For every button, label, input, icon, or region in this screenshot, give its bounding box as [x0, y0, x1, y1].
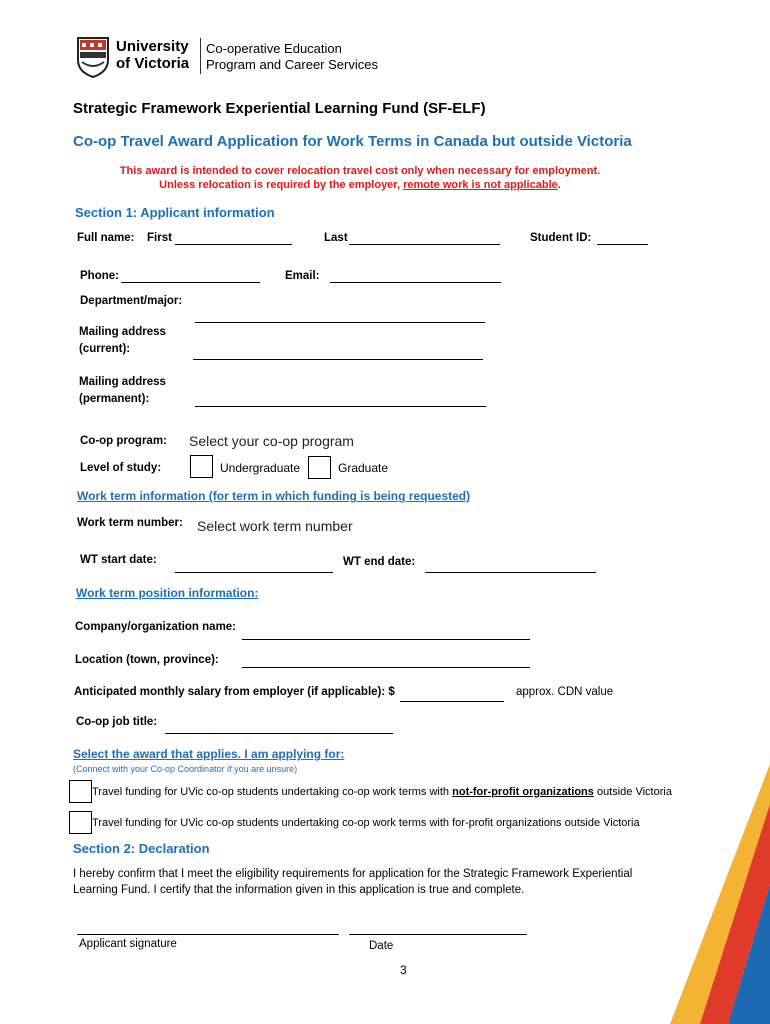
last-name-label: Last [324, 232, 348, 244]
undergraduate-label: Undergraduate [220, 461, 301, 475]
award-heading: Select the award that applies. I am applying for: [73, 747, 345, 761]
uni-name-line2: of Victoria [116, 55, 190, 72]
nonprofit-award-label: Travel funding for UVic co-op students undertaking co-op work terms with not-for-profit organizations outside Victoria [92, 786, 672, 798]
logo-divider [200, 38, 201, 74]
mail-current-field[interactable] [193, 359, 483, 360]
nonprofit-award-checkbox[interactable] [69, 780, 92, 803]
job-title-label: Co-op job title: [76, 716, 158, 728]
company-field[interactable] [242, 639, 530, 640]
page-title: Strategic Framework Experiential Learning Fund (SF-ELF) [73, 100, 486, 117]
section2-heading: Section 2: Declaration [73, 841, 210, 856]
phone-label: Phone: [80, 270, 119, 282]
first-name-field[interactable] [175, 244, 292, 245]
coop-program-label: Co-op program: [80, 435, 167, 447]
location-field[interactable] [242, 667, 530, 668]
section1-heading: Section 1: Applicant information [75, 205, 275, 220]
first-name-label: First [147, 232, 172, 244]
forprofit-award-checkbox[interactable] [69, 811, 92, 834]
date-label: Date [369, 940, 394, 952]
last-name-field[interactable] [349, 244, 500, 245]
notice-line2: Unless relocation is required by the employer, remote work is not applicable. [159, 179, 561, 191]
department-label: Department/major: [80, 295, 183, 307]
job-title-field[interactable] [165, 733, 393, 734]
notice-line1: This award is intended to cover relocation travel cost only when necessary for employment. [119, 165, 601, 177]
student-id-label: Student ID: [530, 232, 592, 244]
uvic-logo [76, 36, 376, 80]
work-term-number-select[interactable]: Select work term number [197, 518, 353, 534]
award-note: (Connect with your Co-op Coordinator if you are unsure) [73, 764, 298, 774]
uni-name-line1: University [116, 38, 189, 55]
declaration-line2: Learning Fund. I certify that the information given in this application is true and complete. [73, 884, 525, 896]
mail-current-label-2: (current): [79, 343, 131, 355]
wt-end-field[interactable] [425, 572, 596, 573]
mail-current-label-1: Mailing address [79, 326, 166, 338]
signature-label: Applicant signature [79, 938, 177, 950]
full-name-label: Full name: [77, 232, 135, 244]
location-label: Location (town, province): [75, 654, 219, 666]
student-id-field[interactable] [597, 244, 648, 245]
email-label: Email: [285, 270, 320, 282]
page-number: 3 [400, 963, 407, 977]
signature-field[interactable] [77, 934, 339, 935]
phone-field[interactable] [121, 282, 260, 283]
remote-work-link: remote work is not applicable [403, 179, 558, 191]
salary-note: approx. CDN value [516, 686, 614, 698]
forprofit-award-label: Travel funding for UVic co-op students undertaking co-op work terms with for-profit organizations outside Victoria [92, 817, 640, 829]
dept-line1: Co-operative Education [206, 41, 342, 56]
salary-field[interactable] [400, 701, 504, 702]
coop-program-select[interactable]: Select your co-op program [189, 433, 354, 449]
decorative-stripes [670, 764, 770, 1024]
salary-label: Anticipated monthly salary from employer (if applicable): $ [74, 686, 395, 698]
uvic-crest-icon [76, 36, 110, 78]
level-label: Level of study: [80, 462, 162, 474]
position-heading: Work term position information: [76, 586, 259, 600]
graduate-label: Graduate [338, 461, 389, 475]
mail-perm-field[interactable] [195, 406, 486, 407]
dept-line2: Program and Career Services [206, 57, 378, 72]
department-field[interactable] [195, 322, 485, 323]
wt-end-label: WT end date: [343, 556, 416, 568]
wt-start-field[interactable] [175, 572, 333, 573]
work-term-heading: Work term information (for term in which funding is being requested) [77, 489, 471, 503]
wt-start-label: WT start date: [80, 554, 157, 566]
declaration-line1: I hereby confirm that I meet the eligibility requirements for application for the Strategic Framework Experiential [73, 868, 633, 880]
graduate-checkbox[interactable] [308, 456, 331, 479]
company-label: Company/organization name: [75, 621, 237, 633]
mail-perm-label-1: Mailing address [79, 376, 166, 388]
undergraduate-checkbox[interactable] [190, 455, 213, 478]
work-term-number-label: Work term number: [77, 517, 183, 529]
email-field[interactable] [330, 282, 501, 283]
mail-perm-label-2: (permanent): [79, 393, 150, 405]
date-field[interactable] [349, 934, 527, 935]
page-subtitle: Co-op Travel Award Application for Work Terms in Canada but outside Victoria [73, 133, 632, 150]
